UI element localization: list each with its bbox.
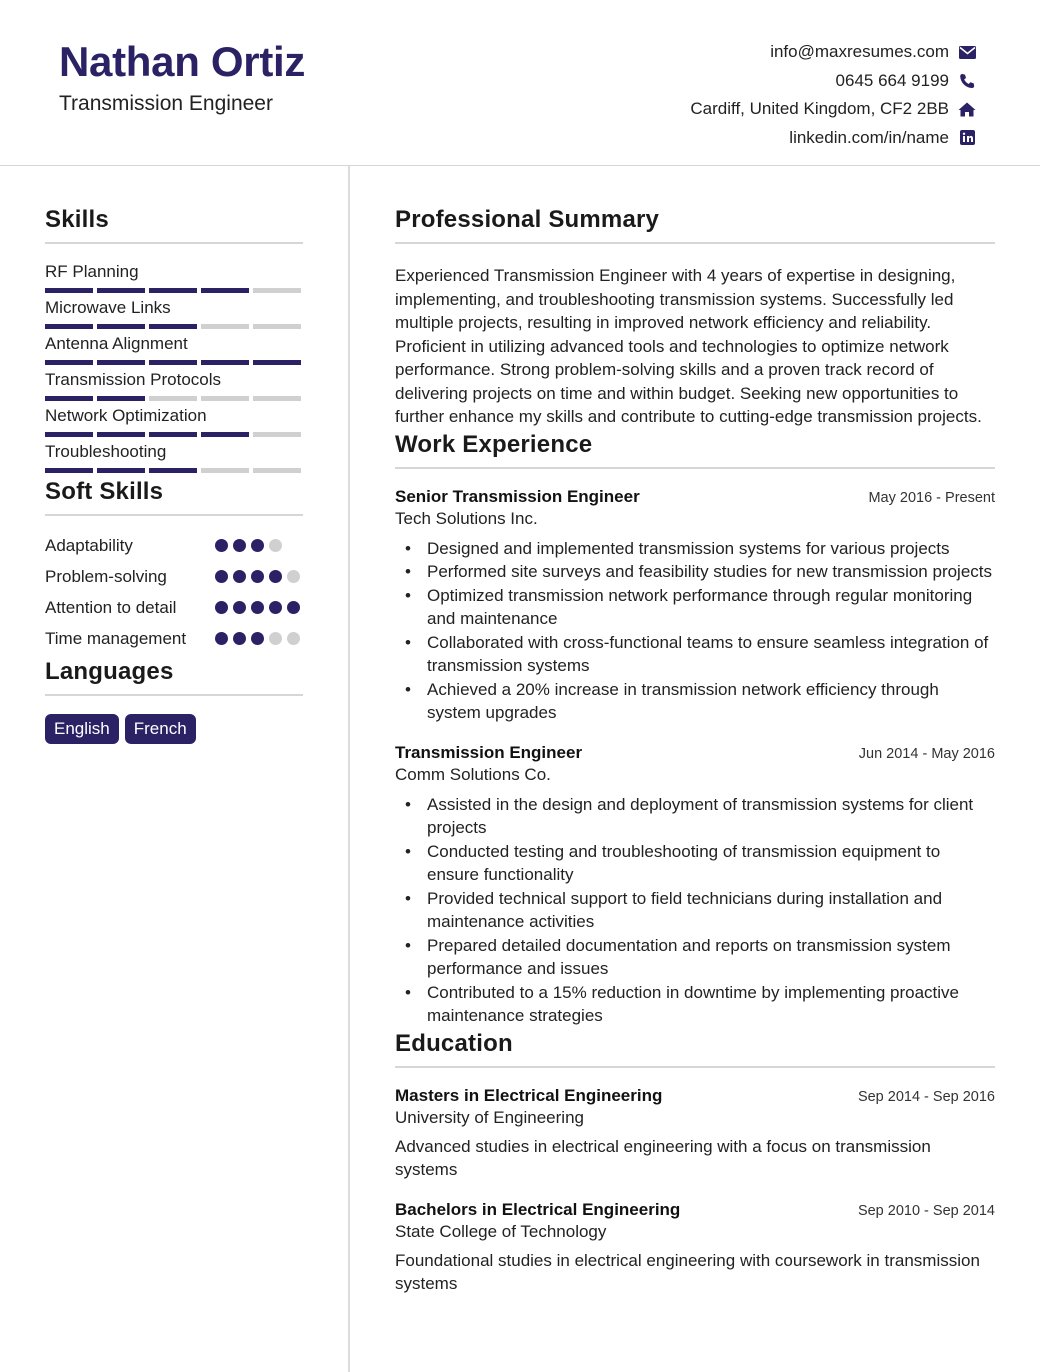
skill-level-segment xyxy=(97,432,145,437)
rating-dot xyxy=(269,632,282,645)
contact-phone-text[interactable]: 0645 664 9199 xyxy=(835,70,949,90)
skill-level-segment xyxy=(149,360,197,365)
envelope-icon xyxy=(958,43,976,61)
rating-dot xyxy=(215,601,228,614)
rating-dot xyxy=(269,539,282,552)
skill-level-segment xyxy=(201,432,249,437)
job-title: Senior Transmission Engineer xyxy=(395,486,640,506)
job-title: Transmission Engineer xyxy=(395,742,583,762)
school-name: State College of Technology xyxy=(395,1221,607,1241)
job-entry xyxy=(395,487,995,725)
soft-skill-label: Attention to detail xyxy=(45,598,177,617)
candidate-title: Transmission Engineer xyxy=(59,92,273,115)
job-bullets xyxy=(395,793,995,1028)
skill-level-segment xyxy=(97,288,145,293)
bullet-item: • Collaborated with cross-functional teams to ensure seamless integration of transmission systems xyxy=(427,631,995,678)
education-entry xyxy=(395,1200,995,1296)
soft-skills-heading: Soft Skills xyxy=(45,478,303,516)
skill-item xyxy=(45,334,303,365)
skill-level-segment xyxy=(201,468,249,473)
skill-item xyxy=(45,262,303,293)
bullet-item: • Optimized transmission network performance through regular monitoring and maintenance xyxy=(427,584,995,631)
skill-level-segment xyxy=(149,432,197,437)
skill-level-segment xyxy=(149,468,197,473)
skill-level-segment xyxy=(45,396,93,401)
skill-level-segment xyxy=(201,288,249,293)
candidate-name: Nathan Ortiz xyxy=(59,38,306,85)
skill-item xyxy=(45,406,303,437)
languages-list xyxy=(45,714,303,744)
soft-skill-rating xyxy=(215,565,303,588)
skill-level-bar xyxy=(45,324,303,329)
skill-level-segment xyxy=(253,396,301,401)
bullet-item: • Provided technical support to field technicians during installation and maintenance activities xyxy=(427,887,995,934)
soft-skill-item xyxy=(45,565,303,588)
skill-level-segment xyxy=(45,468,93,473)
education-header xyxy=(395,1200,995,1220)
skill-level-segment xyxy=(201,360,249,365)
skill-level-segment xyxy=(201,396,249,401)
education-description: Advanced studies in electrical engineering with a focus on transmission systems xyxy=(395,1136,931,1179)
rating-dot xyxy=(251,570,264,583)
education-header xyxy=(395,1086,995,1106)
skill-label: Network Optimization xyxy=(45,406,207,425)
skill-level-segment xyxy=(97,468,145,473)
skill-level-segment xyxy=(253,432,301,437)
soft-skill-rating xyxy=(215,534,303,557)
rating-dot xyxy=(251,601,264,614)
skill-level-segment xyxy=(97,324,145,329)
skill-level-bar xyxy=(45,288,303,293)
job-entry xyxy=(395,743,995,1028)
education-dates: Sep 2014 - Sep 2016 xyxy=(857,1088,995,1105)
bullet-item: • Conducted testing and troubleshooting of transmission equipment to ensure functionality xyxy=(427,840,995,887)
degree-title: Bachelors in Electrical Engineering xyxy=(395,1199,681,1219)
skill-label: Microwave Links xyxy=(45,298,171,317)
soft-skill-rating xyxy=(215,627,303,650)
rating-dot xyxy=(233,570,246,583)
job-bullets xyxy=(395,537,995,725)
skill-level-segment xyxy=(45,360,93,365)
education-list xyxy=(395,1086,995,1296)
degree-title: Masters in Electrical Engineering xyxy=(395,1085,663,1105)
skill-level-segment xyxy=(149,396,197,401)
contact-email-text[interactable]: info@maxresumes.com xyxy=(770,42,949,62)
rating-dot xyxy=(251,539,264,552)
contact-phone[interactable] xyxy=(690,67,976,96)
soft-skills-list xyxy=(45,534,303,650)
bullet-item: • Designed and implemented transmission systems for various projects xyxy=(427,537,995,561)
linkedin-icon xyxy=(958,129,976,147)
job-header xyxy=(395,487,995,507)
contact-list xyxy=(690,38,976,152)
summary-text: Experienced Transmission Engineer with 4 years of expertise in designing, implementing, and troubleshooting transmission systems. Successfully led multiple projects, resulting in improved network efficiency and reliability. Proficient in utilizing advanced tools and technologies to optimize network performance. Strong problem-solving skills and a proven track record of delivering projects on time and within budget. Seeking new opportunities to further enhance my skills and contribute to cutting-edge transmission projects. xyxy=(395,266,982,426)
skill-label: RF Planning xyxy=(45,262,139,281)
skill-level-segment xyxy=(149,324,197,329)
job-header xyxy=(395,743,995,763)
rating-dot xyxy=(287,601,300,614)
education-dates: Sep 2010 - Sep 2014 xyxy=(857,1202,995,1219)
soft-skill-rating xyxy=(215,596,303,619)
school-name: University of Engineering xyxy=(395,1107,584,1127)
skill-level-bar xyxy=(45,432,303,437)
contact-email[interactable] xyxy=(690,38,976,67)
soft-skill-item xyxy=(45,534,303,557)
bullet-item: • Achieved a 20% increase in transmission network efficiency through system upgrades xyxy=(427,678,995,725)
job-company: Tech Solutions Inc. xyxy=(395,508,538,528)
contact-linkedin[interactable] xyxy=(690,124,976,153)
bullet-item: • Prepared detailed documentation and reports on transmission system performance and issues xyxy=(427,934,995,981)
skill-level-segment xyxy=(253,324,301,329)
skill-level-segment xyxy=(97,396,145,401)
rating-dot xyxy=(269,570,282,583)
skills-list xyxy=(45,262,303,473)
education-heading: Education xyxy=(395,1030,995,1068)
rating-dot xyxy=(215,539,228,552)
rating-dot xyxy=(215,632,228,645)
bullet-item: • Contributed to a 15% reduction in downtime by implementing proactive maintenance strategies xyxy=(427,981,995,1028)
rating-dot xyxy=(287,632,300,645)
skill-level-bar xyxy=(45,360,303,365)
skill-item xyxy=(45,370,303,401)
language-badge: English xyxy=(45,714,119,744)
rating-dot xyxy=(233,601,246,614)
jobs-list xyxy=(395,487,995,1028)
left-column xyxy=(45,206,303,744)
skill-level-segment xyxy=(253,360,301,365)
home-icon xyxy=(958,100,976,118)
summary-heading: Professional Summary xyxy=(395,206,995,244)
skill-level-segment xyxy=(253,468,301,473)
rating-dot xyxy=(215,570,228,583)
soft-skill-label: Adaptability xyxy=(45,536,133,555)
language-badge: French xyxy=(125,714,196,744)
skill-label: Troubleshooting xyxy=(45,442,167,461)
skill-level-segment xyxy=(45,324,93,329)
job-dates: Jun 2014 - May 2016 xyxy=(858,745,995,762)
column-divider xyxy=(348,166,350,1372)
soft-skill-item xyxy=(45,596,303,619)
rating-dot xyxy=(251,632,264,645)
right-column xyxy=(395,206,995,1296)
skill-level-bar xyxy=(45,468,303,473)
skill-label: Antenna Alignment xyxy=(45,334,188,353)
skills-heading: Skills xyxy=(45,206,303,244)
job-company: Comm Solutions Co. xyxy=(395,764,551,784)
bullet-item: • Assisted in the design and deployment of transmission systems for client projects xyxy=(427,793,995,840)
skill-level-segment xyxy=(97,360,145,365)
skill-item xyxy=(45,298,303,329)
skill-level-segment xyxy=(201,324,249,329)
skill-level-segment xyxy=(149,288,197,293)
skill-label: Transmission Protocols xyxy=(45,370,222,389)
skill-level-segment xyxy=(253,288,301,293)
rating-dot xyxy=(233,539,246,552)
phone-icon xyxy=(958,72,976,90)
soft-skill-label: Problem-solving xyxy=(45,567,167,586)
education-entry xyxy=(395,1086,995,1182)
soft-skill-item xyxy=(45,627,303,650)
skill-level-segment xyxy=(45,288,93,293)
skill-level-segment xyxy=(45,432,93,437)
rating-dot xyxy=(287,570,300,583)
contact-linkedin-text[interactable]: linkedin.com/in/name xyxy=(789,127,949,147)
soft-skill-label: Time management xyxy=(45,629,187,648)
skill-level-bar xyxy=(45,396,303,401)
bullet-item: • Performed site surveys and feasibility studies for new transmission projects xyxy=(427,560,995,584)
education-description: Foundational studies in electrical engineering with coursework in transmission systems xyxy=(395,1250,980,1293)
job-dates: May 2016 - Present xyxy=(868,489,995,506)
languages-heading: Languages xyxy=(45,658,303,696)
contact-address-text: Cardiff, United Kingdom, CF2 2BB xyxy=(690,99,949,119)
resume-header xyxy=(0,0,1040,166)
contact-address xyxy=(690,95,976,124)
skill-item xyxy=(45,442,303,473)
rating-dot xyxy=(269,601,282,614)
experience-heading: Work Experience xyxy=(395,431,995,469)
rating-dot xyxy=(233,632,246,645)
